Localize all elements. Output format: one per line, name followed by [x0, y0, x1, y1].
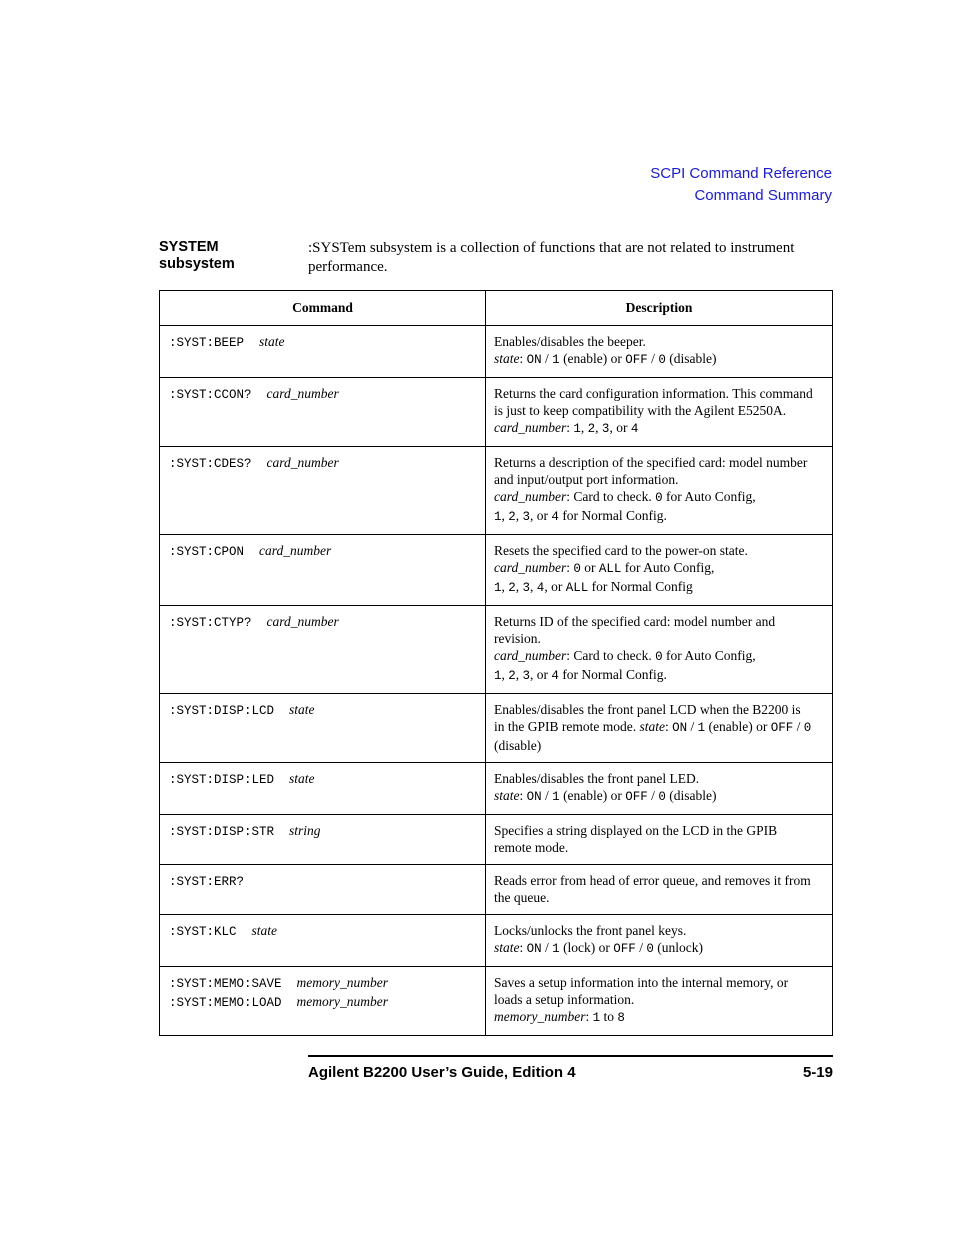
command-cell	[160, 694, 486, 763]
cell-line	[494, 889, 824, 906]
body-text: Enables/disables the beeper.	[494, 334, 646, 349]
code-text: 0	[658, 353, 666, 367]
cell-line	[494, 454, 824, 471]
command-cell	[160, 326, 486, 378]
body-text: and input/output port information.	[494, 472, 679, 487]
code-text: 0	[658, 790, 666, 804]
body-text: in the GPIB remote mode.	[494, 719, 640, 734]
code-text: 1	[494, 581, 502, 595]
body-text: /	[793, 719, 804, 734]
parameter-text: state	[251, 923, 278, 938]
code-text: :SYST:MEMO:SAVE	[169, 977, 297, 991]
column-header-command: Command	[160, 291, 486, 326]
body-text: loads a setup information.	[494, 992, 635, 1007]
body-text: :	[566, 560, 574, 575]
cell-line	[494, 718, 824, 737]
code-text: 0	[655, 491, 663, 505]
body-text: ,	[501, 508, 509, 523]
table-row	[160, 535, 833, 606]
table-row	[160, 447, 833, 535]
cell-line	[494, 559, 824, 578]
description-cell	[486, 326, 833, 378]
code-text: 3	[522, 581, 531, 595]
body-text: Saves a setup information into the internal memory, or	[494, 975, 789, 990]
command-table	[159, 290, 833, 1036]
cell-line	[169, 701, 477, 720]
table-row	[160, 326, 833, 378]
description-cell	[486, 378, 833, 447]
command-cell	[160, 967, 486, 1036]
body-text: Locks/unlocks the front panel keys.	[494, 923, 687, 938]
parameter-text: memory_number	[296, 994, 389, 1009]
command-cell	[160, 865, 486, 915]
parameter-text: card_number	[266, 614, 339, 629]
command-cell	[160, 535, 486, 606]
parameter-text: card_number	[259, 543, 332, 558]
body-text: (disable)	[665, 351, 717, 366]
body-text: :	[566, 420, 574, 435]
body-text: :	[519, 940, 527, 955]
body-text: /	[647, 351, 659, 366]
body-text: :	[519, 351, 527, 366]
parameter-text: state	[639, 719, 665, 734]
body-text: Resets the specified card to the power-on state.	[494, 543, 748, 558]
code-text: :SYST:MEMO:LOAD	[169, 996, 297, 1010]
cell-line	[494, 770, 824, 787]
body-text: :	[519, 788, 527, 803]
table-row	[160, 378, 833, 447]
cell-line	[494, 507, 824, 526]
code-text: ON	[526, 353, 542, 367]
table-row	[160, 815, 833, 865]
code-text: 0	[803, 721, 812, 735]
body-text: Enables/disables the front panel LCD when the B2200 is	[494, 702, 801, 717]
column-header-description: Description	[486, 291, 833, 326]
cell-line	[494, 613, 824, 630]
cell-line	[169, 872, 477, 891]
code-text: 1	[494, 510, 502, 524]
body-text: Returns ID of the specified card: model number and	[494, 614, 776, 629]
body-text: the queue.	[494, 890, 550, 905]
parameter-text: card_number	[494, 648, 567, 663]
command-cell	[160, 606, 486, 694]
code-text: :SYST:CPON	[169, 545, 260, 559]
table-row	[160, 694, 833, 763]
table-row	[160, 915, 833, 967]
body-text: /	[647, 788, 659, 803]
description-cell	[486, 694, 833, 763]
table-body	[160, 326, 833, 1036]
cell-line	[494, 630, 824, 647]
code-text: OFF	[625, 353, 648, 367]
table-row	[160, 763, 833, 815]
body-text: (enable) or	[559, 351, 626, 366]
footer-rule	[308, 1055, 833, 1057]
cell-line	[494, 419, 824, 438]
cell-line	[494, 542, 824, 559]
body-text: Returns the card configuration information. This command	[494, 386, 813, 401]
parameter-text: string	[289, 823, 321, 838]
cell-line	[494, 471, 824, 488]
cell-line	[169, 542, 477, 561]
cell-line	[494, 666, 824, 685]
table-row	[160, 967, 833, 1036]
body-text: , or	[544, 579, 566, 594]
running-header-section: Command Summary	[694, 187, 832, 204]
code-text: OFF	[625, 790, 648, 804]
body-text: for Auto Config,	[621, 560, 715, 575]
body-text: /	[635, 940, 647, 955]
code-text: ALL	[565, 581, 589, 595]
cell-line	[494, 991, 824, 1008]
code-text: 0	[646, 942, 654, 956]
cell-line	[169, 613, 477, 632]
table-row	[160, 865, 833, 915]
description-cell	[486, 447, 833, 535]
code-text: 0	[655, 650, 663, 664]
body-text: revision.	[494, 631, 541, 646]
cell-line	[494, 737, 824, 754]
cell-line	[169, 822, 477, 841]
cell-line	[169, 770, 477, 789]
body-text: ,	[530, 579, 537, 594]
body-text: for Auto Config,	[662, 489, 756, 504]
code-text: 2	[508, 581, 516, 595]
code-text: :SYST:KLC	[169, 925, 252, 939]
code-text: 4	[551, 510, 559, 524]
parameter-text: state	[494, 351, 520, 366]
body-text: ,	[501, 579, 509, 594]
code-text: :SYST:BEEP	[169, 336, 260, 350]
body-text: ,	[515, 667, 523, 682]
body-text: to	[600, 1009, 618, 1024]
code-text: 1	[592, 1011, 601, 1025]
description-cell	[486, 865, 833, 915]
parameter-text: card_number	[494, 420, 567, 435]
cell-line	[169, 454, 477, 473]
body-text: Reads error from head of error queue, and removes it from	[494, 873, 811, 888]
body-text: is just to keep compatibility with the Agilent E5250A.	[494, 403, 787, 418]
description-cell	[486, 967, 833, 1036]
description-cell	[486, 763, 833, 815]
description-cell	[486, 915, 833, 967]
body-text: /	[541, 940, 553, 955]
section-title-line1: SYSTEM	[159, 239, 219, 255]
code-text: ALL	[598, 562, 622, 576]
body-text: /	[541, 351, 553, 366]
body-text: Enables/disables the front panel LED.	[494, 771, 700, 786]
cell-line	[494, 333, 824, 350]
body-text: for Normal Config.	[558, 508, 667, 523]
body-text: : Card to check.	[566, 648, 656, 663]
body-text: Returns a description of the specified card: model number	[494, 455, 808, 470]
body-text: ,	[595, 420, 602, 435]
code-text: 3	[601, 422, 610, 436]
cell-line	[494, 402, 824, 419]
code-text: :SYST:CTYP?	[169, 616, 267, 630]
body-text: (unlock)	[653, 940, 703, 955]
cell-line	[169, 333, 477, 352]
body-text: Specifies a string displayed on the LCD in the GPIB	[494, 823, 778, 838]
parameter-text: state	[289, 702, 315, 717]
cell-line	[494, 922, 824, 939]
code-text: 1	[697, 721, 706, 735]
cell-line	[169, 993, 477, 1012]
code-text: 2	[587, 422, 596, 436]
code-text: 1	[552, 942, 560, 956]
cell-line	[494, 578, 824, 597]
command-cell	[160, 763, 486, 815]
page-number: 5-19	[802, 1064, 833, 1081]
cell-line	[494, 385, 824, 402]
code-text: 3	[522, 510, 531, 524]
section-title-line2: subsystem	[159, 256, 235, 272]
body-text: (enable) or	[705, 719, 771, 734]
cell-line	[169, 974, 477, 993]
cell-line	[494, 787, 824, 806]
parameter-text: state	[494, 940, 520, 955]
body-text: (lock) or	[559, 940, 614, 955]
body-text: for Auto Config,	[662, 648, 756, 663]
code-text: OFF	[770, 721, 794, 735]
code-text: 1	[552, 790, 560, 804]
body-text: remote mode.	[494, 840, 569, 855]
section-intro: :SYSTem subsystem is a collection of functions that are not related to instrument performance.	[308, 240, 795, 275]
body-text: ,	[515, 579, 523, 594]
cell-line	[494, 701, 824, 718]
cell-line	[494, 939, 824, 958]
code-text: :SYST:DISP:LED	[169, 773, 290, 787]
code-text: 0	[573, 562, 581, 576]
code-text: 4	[536, 581, 545, 595]
code-text: 4	[551, 669, 559, 683]
code-text: :SYST:ERR?	[169, 875, 245, 889]
command-cell	[160, 447, 486, 535]
body-text: , or	[609, 420, 631, 435]
footer-title: Agilent B2200 User’s Guide, Edition 4	[308, 1064, 576, 1081]
cell-line	[169, 385, 477, 404]
code-text: :SYST:CDES?	[169, 457, 267, 471]
cell-line	[494, 1008, 824, 1027]
parameter-text: card_number	[494, 489, 567, 504]
code-text: 8	[617, 1011, 625, 1025]
command-cell	[160, 378, 486, 447]
code-text: ON	[526, 790, 542, 804]
parameter-text: card_number	[494, 560, 567, 575]
code-text: 4	[630, 422, 639, 436]
body-text: /	[687, 719, 698, 734]
cell-line	[494, 822, 824, 839]
body-text: , or	[530, 667, 552, 682]
code-text: ON	[526, 942, 542, 956]
description-cell	[486, 606, 833, 694]
running-header-chapter: SCPI Command Reference	[650, 165, 832, 182]
cell-line	[494, 974, 824, 991]
section-title	[159, 239, 235, 273]
command-cell	[160, 915, 486, 967]
cell-line	[494, 488, 824, 507]
body-text: or	[580, 560, 599, 575]
code-text: 1	[573, 422, 581, 436]
code-text: 1	[552, 353, 560, 367]
parameter-text: card_number	[266, 455, 339, 470]
description-cell	[486, 815, 833, 865]
cell-line	[494, 350, 824, 369]
body-text: : Card to check.	[566, 489, 656, 504]
body-text: for Normal Config.	[558, 667, 667, 682]
cell-line	[169, 922, 477, 941]
parameter-text: card_number	[266, 386, 339, 401]
code-text: ON	[672, 721, 688, 735]
cell-line	[494, 839, 824, 856]
parameter-text: memory_number	[296, 975, 389, 990]
body-text: ,	[580, 420, 588, 435]
description-cell	[486, 535, 833, 606]
code-text: :SYST:DISP:LCD	[169, 704, 290, 718]
body-text: ,	[501, 667, 509, 682]
body-text: (disable)	[494, 738, 542, 753]
table-header-row	[160, 291, 833, 326]
code-text: OFF	[613, 942, 636, 956]
body-text: ,	[515, 508, 523, 523]
parameter-text: state	[494, 788, 520, 803]
body-text: :	[585, 1009, 593, 1024]
code-text: 2	[508, 510, 516, 524]
code-text: 2	[508, 669, 516, 683]
cell-line	[494, 647, 824, 666]
body-text: (enable) or	[559, 788, 626, 803]
parameter-text: memory_number	[494, 1009, 586, 1024]
body-text: :	[664, 719, 673, 734]
body-text: for Normal Config	[588, 579, 693, 594]
table-row	[160, 606, 833, 694]
code-text: 1	[494, 669, 502, 683]
parameter-text: state	[289, 771, 315, 786]
cell-line	[494, 872, 824, 889]
code-text: :SYST:DISP:STR	[169, 825, 290, 839]
body-text: /	[541, 788, 553, 803]
command-cell	[160, 815, 486, 865]
parameter-text: state	[259, 334, 285, 349]
code-text: :SYST:CCON?	[169, 388, 267, 402]
code-text: 3	[522, 669, 531, 683]
body-text: , or	[530, 508, 552, 523]
body-text: (disable)	[665, 788, 717, 803]
